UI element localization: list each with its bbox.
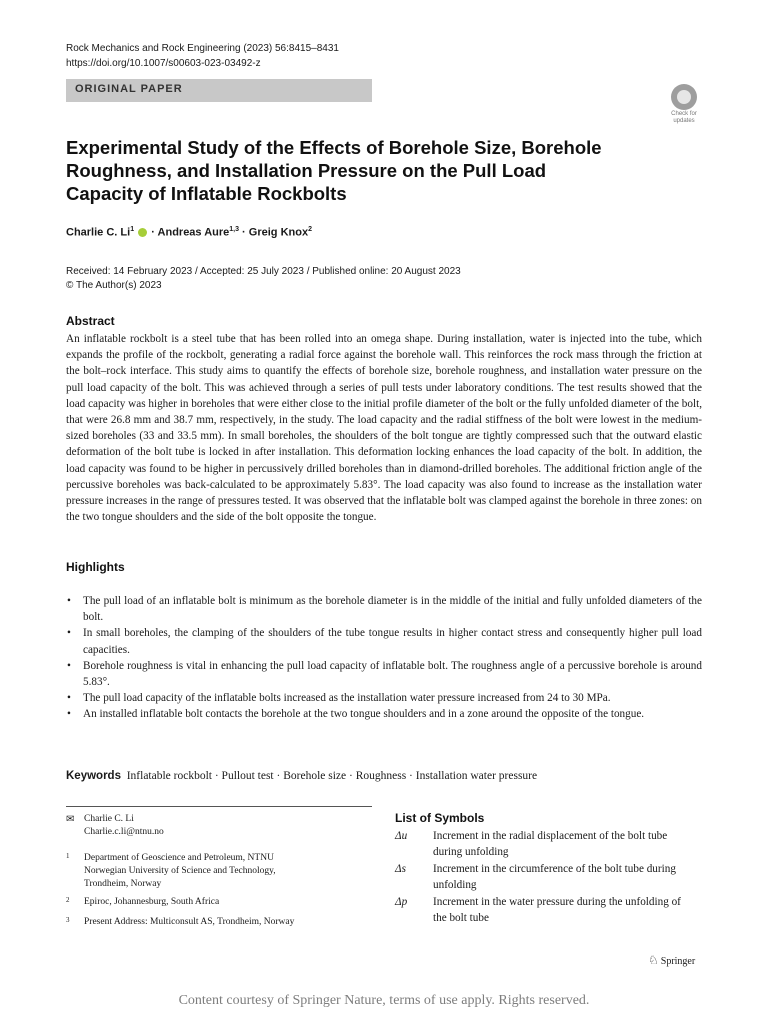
abstract-heading: Abstract (66, 314, 115, 328)
date-history: Received: 14 February 2023 / Accepted: 25 July 2023 / Published online: 20 August 2023 (66, 266, 461, 277)
highlight-item: • In small boreholes, the clamping of the shoulders of the tube tongue results in higher contact stress and consequently higher pull load capacities. (66, 625, 702, 657)
orcid-icon[interactable] (138, 228, 147, 237)
abstract-text: An inflatable rockbolt is a steel tube that has been rolled into an omega shape. During installation, water is injected into the tube, which expands the profile of the rockbolt, generating a radial force against the borehole wall. This reinforces the rock mass through the friction at the bolt–rock interface. This study aims to quantify the effects of borehole size, borehole roughness, and installation water pressure on the pull load capacity of the bolt. This was achieved through a series of pull tests under laboratory conditions. The test results showed that the load capacity was higher in boreholes that were either close to the initial profile diameter of the bolt or the fully unfolded diameter of the bolt, that were 26.8 mm and 38.7 mm, respectively, in the study. The load capacity and the radial stiffness of the bolt were lowest in the medium-sized boreholes (33 and 33.5 mm). In small boreholes, the shoulders of the bolt tongue are tightly compressed such that the outward elastic deformation of the bolt tube is locked in after installation. This deformation locking enhances the load capacity of the bolt. In addition, the load capacity was found to be higher in percussively drilled boreholes than in diamond-drilled boreholes. The additional friction angle of the percussive boreholes was back-calculated to be approximately 5.83°. The load capacity was also found to increase as the installation water pressure increases in the range of pressures tested. It was observed that the inflatable bolt was clamped against the borehole in three zones: on the two tongue shoulders and the side of the bolt opposite the tongue. (66, 333, 702, 524)
affiliation-line: Trondheim, Norway (84, 879, 162, 889)
publication-dates (66, 265, 461, 293)
journal-header (66, 41, 339, 71)
highlight-item: • Borehole roughness is vital in enhancing the pull load capacity of inflatable bolt. The roughness angle of a percussive borehole is around 5.83°. (66, 658, 702, 690)
publisher-name: Springer (660, 956, 696, 967)
symbol: Δp (395, 896, 408, 908)
affiliation-line: Norwegian University of Science and Technology, (84, 866, 276, 876)
symbol: Δs (395, 863, 406, 875)
doi-link[interactable]: https://doi.org/10.1007/s00603-023-03492-z (66, 58, 261, 69)
keywords-line (66, 770, 537, 782)
journal-citation: Rock Mechanics and Rock Engineering (2023) 56:8415–8431 (66, 43, 339, 54)
affiliation-number: 1 (66, 852, 70, 860)
highlight-item: • The pull load of an inflatable bolt is minimum as the borehole diameter is in the middle of the initial and fully unfolded diameters of the bolt. (66, 593, 702, 625)
affiliation-line: Present Address: Multiconsult AS, Trondheim, Norway (84, 917, 295, 927)
footnote-divider (66, 806, 372, 807)
check-for-updates-badge[interactable] (666, 84, 702, 124)
author-affil-ref: 2 (308, 226, 312, 233)
author-list: Charlie C. Li$^1$ · Andreas Aure$^{1,3}$ · Greig Knox$^2$ (66, 226, 312, 239)
affiliation-line: Epiroc, Johannesburg, South Africa (84, 897, 220, 907)
corresponding-email[interactable]: Charlie.c.li@ntnu.no (84, 827, 164, 837)
symbol-description: Increment in the circumference of the bolt tube during unfolding (433, 863, 676, 892)
author-name[interactable]: Greig Knox (248, 226, 309, 239)
highlight-item: • The pull load capacity of the inflatable bolts increased as the installation water pressure increased from 24 to 30 MPa. (66, 690, 702, 706)
symbols-heading: List of Symbols (395, 811, 485, 825)
highlights-list (66, 593, 702, 723)
envelope-icon: ✉ (66, 814, 75, 825)
symbol: Δu (395, 830, 408, 842)
publisher-logo (648, 953, 695, 968)
article-type-bar (66, 79, 372, 102)
highlight-item: • An installed inflatable bolt contacts the borehole at the two tongue shoulders and in a zone around the opposite of the tongue. (66, 706, 702, 722)
copyright-line: © The Author(s) 2023 (66, 280, 162, 291)
author-affil-ref: 1,3 (229, 226, 239, 233)
keywords-text: Inflatable rockbolt · Pullout test · Borehole size · Roughness · Installation water pressure (126, 770, 538, 782)
check-updates-icon (671, 84, 697, 110)
keywords-label: Keywords (66, 770, 121, 782)
affiliation-number: 3 (66, 916, 70, 924)
article-type-label: ORIGINAL PAPER (75, 83, 183, 95)
affiliation-line: Department of Geoscience and Petroleum, NTNU (84, 853, 274, 863)
author-name[interactable]: Andreas Aure (157, 226, 230, 239)
symbol-description: Increment in the water pressure during the unfolding of the bolt tube (433, 896, 681, 925)
author-affil-ref: 1 (130, 226, 135, 233)
author-name[interactable]: Charlie C. Li (66, 226, 131, 239)
badge-text: Check for updates (671, 111, 697, 124)
paper-title: Experimental Study of the Effects of Borehole Size, Borehole Roughness, and Installation Pressure on the Pull Load Capacity of Inflatable Rockbolts (66, 137, 602, 204)
corresponding-name: Charlie C. Li (84, 814, 134, 824)
highlights-heading: Highlights (66, 560, 125, 574)
symbol-description: Increment in the radial displacement of the bolt tube during unfolding (433, 830, 668, 859)
affiliation-number: 2 (66, 896, 70, 904)
courtesy-notice: Content courtesy of Springer Nature, terms of use apply. Rights reserved. (178, 993, 590, 1008)
springer-horse-icon: ♘ (648, 953, 659, 967)
